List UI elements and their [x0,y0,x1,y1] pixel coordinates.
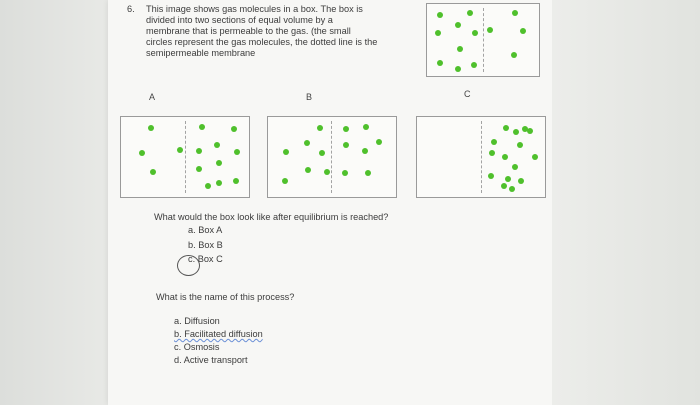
gas-molecule [376,139,382,145]
gas-molecule [512,10,518,16]
gas-molecule [513,129,519,135]
question-line-5: semipermeable membrane [146,48,256,58]
selected-answer-circle [177,255,200,276]
equilibrium-question: What would the box look like after equilibrium is reached? [154,212,389,222]
gas-molecule [304,140,310,146]
membrane-line [483,8,484,72]
answer-option-b[interactable]: b. Box B [188,240,223,250]
gas-molecule [455,66,461,72]
membrane-line [331,121,332,193]
gas-molecule [488,173,494,179]
question-line-1: This image shows gas molecules in a box. The box is [146,4,363,14]
gas-molecule [363,124,369,130]
label-box-c: C [464,89,471,99]
gas-molecule [511,52,517,58]
box-b [267,116,397,198]
gas-molecule [503,125,509,131]
gas-molecule [472,30,478,36]
process-option-c[interactable]: c. Osmosis [174,342,220,352]
gas-molecule [520,28,526,34]
gas-molecule [527,128,533,134]
gas-molecule [471,62,477,68]
gas-molecule [365,170,371,176]
gas-molecule [177,147,183,153]
background-right [552,0,700,405]
gas-molecule [148,125,154,131]
gas-molecule [214,142,220,148]
gas-molecule [317,125,323,131]
label-box-a: A [149,92,156,102]
gas-molecule [199,124,205,130]
gas-molecule [196,148,202,154]
process-option-a[interactable]: a. Diffusion [174,316,220,326]
gas-molecule [489,150,495,156]
gas-molecule [342,170,348,176]
gas-molecule [457,46,463,52]
question-line-2: divided into two sections of equal volume by a [146,15,333,25]
background-left [0,0,108,405]
gas-molecule [231,126,237,132]
gas-molecule [150,169,156,175]
membrane-line [185,121,186,193]
gas-molecule [362,148,368,154]
gas-molecule [234,149,240,155]
process-question: What is the name of this process? [156,292,295,302]
question-line-3: membrane that is permeable to the gas. (the small [146,26,351,36]
answer-option-c[interactable]: c. Box C [188,254,223,264]
gas-molecule [343,126,349,132]
box-a [120,116,250,198]
gas-molecule [517,142,523,148]
gas-molecule [487,27,493,33]
gas-molecule [216,180,222,186]
gas-molecule [455,22,461,28]
gas-molecule [437,60,443,66]
process-option-b[interactable]: b. Facilitated diffusion [174,329,263,339]
gas-molecule [501,183,507,189]
answer-option-a[interactable]: a. Box A [188,225,223,235]
gas-molecule [216,160,222,166]
gas-molecule [196,166,202,172]
gas-molecule [518,178,524,184]
gas-molecule [319,150,325,156]
gas-molecule [205,183,211,189]
gas-molecule [282,178,288,184]
initial-box [426,3,540,77]
gas-molecule [505,176,511,182]
gas-molecule [324,169,330,175]
gas-molecule [467,10,473,16]
gas-molecule [532,154,538,160]
gas-molecule [512,164,518,170]
gas-molecule [283,149,289,155]
membrane-line [481,121,482,193]
gas-molecule [502,154,508,160]
label-box-b: B [306,92,313,102]
gas-molecule [139,150,145,156]
gas-molecule [305,167,311,173]
gas-molecule [233,178,239,184]
question-number: 6. [127,4,135,14]
box-c [416,116,546,198]
gas-molecule [343,142,349,148]
question-line-4: circles represent the gas molecules, the dotted line is the [146,37,378,47]
process-option-d[interactable]: d. Active transport [174,355,248,365]
gas-molecule [509,186,515,192]
gas-molecule [491,139,497,145]
gas-molecule [435,30,441,36]
gas-molecule [437,12,443,18]
